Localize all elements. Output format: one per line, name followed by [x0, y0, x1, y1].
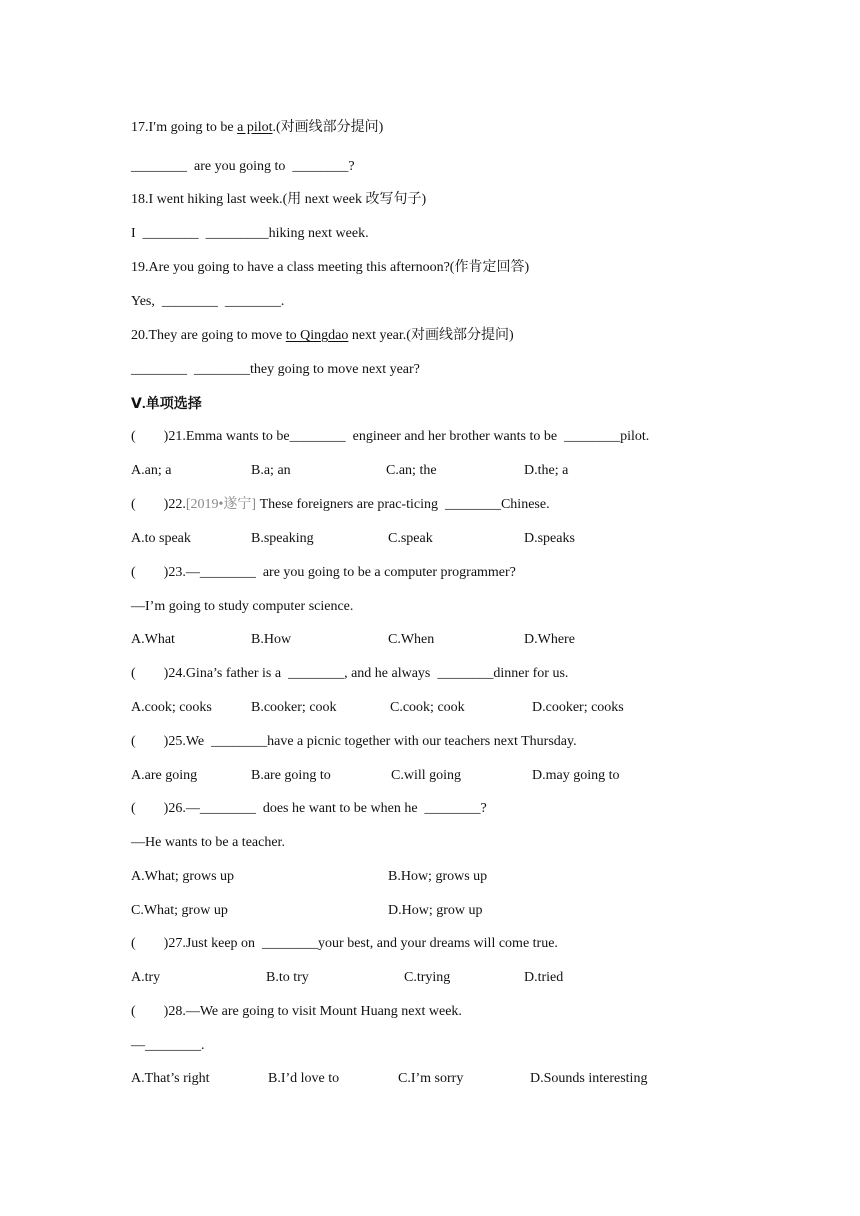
- q26-option-c: C.What; grow up: [131, 903, 228, 918]
- q23-option-b: B.How: [251, 632, 292, 647]
- q27-option-d: D.tried: [524, 970, 564, 985]
- q22-stem-text: These foreigners are prac-ticing ________Chinese.: [256, 497, 550, 512]
- question-19-stem: 19.Are you going to have a class meeting this afternoon?(作肯定回答): [131, 260, 530, 275]
- q22-option-c: C.speak: [388, 531, 433, 546]
- question-17-stem: [131, 120, 383, 136]
- q23-option-a: A.What: [131, 632, 175, 647]
- q26-option-b: B.How; grows up: [388, 869, 488, 884]
- question-23-stem: ( )23.—________ are you going to be a computer programmer?: [131, 565, 516, 580]
- question-27-stem: ( )27.Just keep on ________your best, and your dreams will come true.: [131, 936, 558, 951]
- q20-stem-text: 20.They are going to move: [131, 328, 286, 343]
- question-19-answer: Yes, ________ ________.: [131, 294, 285, 309]
- q17-underlined-part: a pilot: [237, 120, 273, 135]
- q24-option-b: B.cooker; cook: [251, 700, 337, 715]
- q20-underlined-part: to Qingdao: [285, 328, 349, 343]
- q22-option-b: B.speaking: [251, 531, 314, 546]
- q26-option-a: A.What; grows up: [131, 869, 235, 884]
- question-18-stem: 18.I went hiking last week.(用 next week 改写句子): [131, 192, 427, 207]
- q20-instruction: next year.(对画线部分提问): [348, 328, 514, 343]
- q28-option-b: B.I’d love to: [268, 1071, 340, 1086]
- q28-option-d: D.Sounds interesting: [530, 1071, 648, 1086]
- question-25-stem: ( )25.We ________have a picnic together with our teachers next Thursday.: [131, 734, 577, 749]
- q25-option-b: B.are going to: [251, 768, 331, 783]
- question-20-answer: ________ ________they going to move next year?: [131, 362, 420, 377]
- question-18-answer: I ________ _________hiking next week.: [131, 226, 369, 241]
- q22-number: ( )22.: [131, 497, 186, 512]
- question-20-stem: [131, 328, 514, 344]
- question-23-line2: —I’m going to study computer science.: [131, 599, 354, 614]
- q23-option-c: C.When: [388, 632, 435, 647]
- q25-option-c: C.will going: [391, 768, 462, 783]
- q17-instruction: .(对画线部分提问): [272, 120, 384, 135]
- question-22-stem: [131, 497, 550, 513]
- q24-option-d: D.cooker; cooks: [532, 700, 624, 715]
- question-24-stem: ( )24.Gina’s father is a ________, and he always ________dinner for us.: [131, 666, 569, 681]
- q27-option-a: A.try: [131, 970, 161, 985]
- question-17-answer: ________ are you going to ________?: [131, 159, 355, 174]
- q26-option-d: D.How; grow up: [388, 903, 483, 918]
- q21-option-a: A.an; a: [131, 463, 172, 478]
- question-26-stem: ( )26.—________ does he want to be when he ________?: [131, 801, 487, 816]
- question-26-line2: —He wants to be a teacher.: [131, 835, 285, 850]
- q21-option-d: D.the; a: [524, 463, 569, 478]
- q23-option-d: D.Where: [524, 632, 575, 647]
- q28-option-c: C.I’m sorry: [398, 1071, 464, 1086]
- q27-option-b: B.to try: [266, 970, 309, 985]
- q22-option-d: D.speaks: [524, 531, 575, 546]
- q27-option-c: C.trying: [404, 970, 451, 985]
- q28-option-a: A.That’s right: [131, 1071, 210, 1086]
- q24-option-c: C.cook; cook: [390, 700, 465, 715]
- q17-stem-text: 17.I′m going to be: [131, 120, 238, 135]
- q22-option-a: A.to speak: [131, 531, 191, 546]
- section-title: Ⅴ.单项选择: [131, 395, 202, 411]
- question-28-line2: —________.: [131, 1038, 205, 1053]
- q21-option-b: B.a; an: [251, 463, 291, 478]
- q21-option-c: C.an; the: [386, 463, 437, 478]
- question-28-stem: ( )28.—We are going to visit Mount Huang next week.: [131, 1004, 462, 1019]
- q24-option-a: A.cook; cooks: [131, 700, 212, 715]
- question-21-stem: ( )21.Emma wants to be________ engineer and her brother wants to be ________pilot.: [131, 429, 650, 444]
- q22-source-tag: [2019•遂宁]: [185, 497, 257, 512]
- q25-option-d: D.may going to: [532, 768, 620, 783]
- q25-option-a: A.are going: [131, 768, 198, 783]
